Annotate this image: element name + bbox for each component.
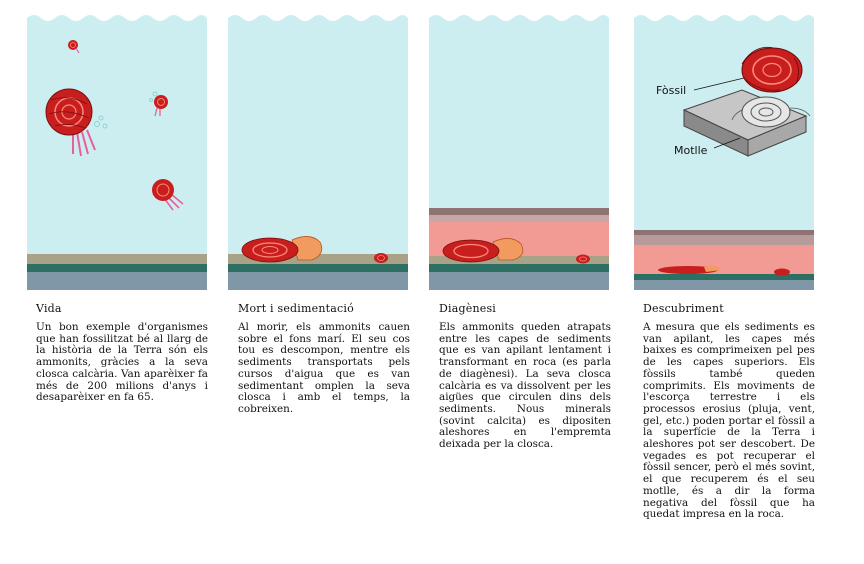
bedrock — [634, 280, 814, 290]
caption-title-life: Vida — [36, 302, 62, 315]
caption-diagenesis — [439, 302, 611, 451]
caption-life — [36, 302, 208, 404]
caption-text-death: Al morir, els ammonits cauen sobre el fons marí. El seu cos tou es descompon, mentre els sediments transportats pels cursos d'aigua que es van sedimentant omplen la seva closca i amb el temps, la cobreixen. — [238, 321, 410, 415]
death-illustration — [228, 8, 408, 290]
label-fossil: Fòssil — [656, 84, 687, 97]
small-ammonite-on-seabed — [374, 253, 388, 263]
caption-text-life: Un bon exemple d'organismes que han fossilitzat bé al llarg de la història de la Terra són els ammonits, gràcies a la seva closca calcària. Van aparèixer fa més de 200 milions d'anys i desaparèixer en fa 65. — [36, 321, 208, 404]
caption-text-discovery: A mesura que els sediments es van apilant, les capes més baixes es comprimeixen pel pes de les capes superiors. Els fòssils també queden comprimits. Els moviments de l'escorça terrestre i els processos erosius (pluja, vent, gel, etc.) poden portar el fòssil a la superfície de la Terra i aleshores pot ser descobert. De vegades es pot recuperar el fòssil sencer, però el més sovint, el que recuperem és el seu motlle, és a dir la forma negativa del fòssil que ha quedat impresa en la roca. — [643, 321, 815, 521]
panel-diagenesis — [429, 8, 609, 290]
caption-discovery — [643, 302, 815, 521]
label-mould: Motlle — [674, 144, 708, 157]
caption-text-diagenesis: Els ammonits queden atrapats entre les capes de sediments que es van apilant lentament i transformant en roca (es parla de diagènesi). La seva closca calcària es va dissolvent per les aigües que circulen dins dels sediments. Nous minerals (sovint calcita) es dipositen aleshores en l'empremta deixada per la closca. — [439, 321, 611, 451]
sea-water — [27, 15, 207, 290]
seabed-layer — [634, 274, 814, 280]
caption-title-death: Mort i sedimentació — [238, 302, 354, 315]
diagenesis-illustration — [429, 8, 609, 290]
seabed-layer — [429, 264, 609, 272]
caption-death-sedimentation — [238, 302, 410, 416]
bedrock — [228, 272, 408, 290]
buried-ammonite — [443, 238, 523, 262]
bedrock — [27, 272, 207, 290]
seabed-layer — [27, 264, 207, 272]
upper-sediment-layer — [429, 208, 609, 215]
middle-rock-layer — [634, 235, 814, 245]
life-illustration — [27, 8, 207, 290]
buried-small-ammonite — [576, 255, 590, 264]
bedrock — [429, 272, 609, 290]
middle-sediment-layer — [429, 215, 609, 222]
discovery-illustration — [634, 8, 814, 290]
panel-discovery — [634, 8, 814, 290]
upper-rock-layer — [634, 230, 814, 235]
caption-title-discovery: Descubriment — [643, 302, 724, 315]
panel-death-sedimentation — [228, 8, 408, 290]
seabed-sand — [27, 254, 207, 264]
fossil-ammonite — [742, 47, 802, 92]
ammonite-on-seabed — [242, 236, 322, 262]
panel-life — [27, 8, 207, 290]
caption-title-diagenesis: Diagènesi — [439, 302, 497, 315]
seabed-layer — [228, 264, 408, 272]
